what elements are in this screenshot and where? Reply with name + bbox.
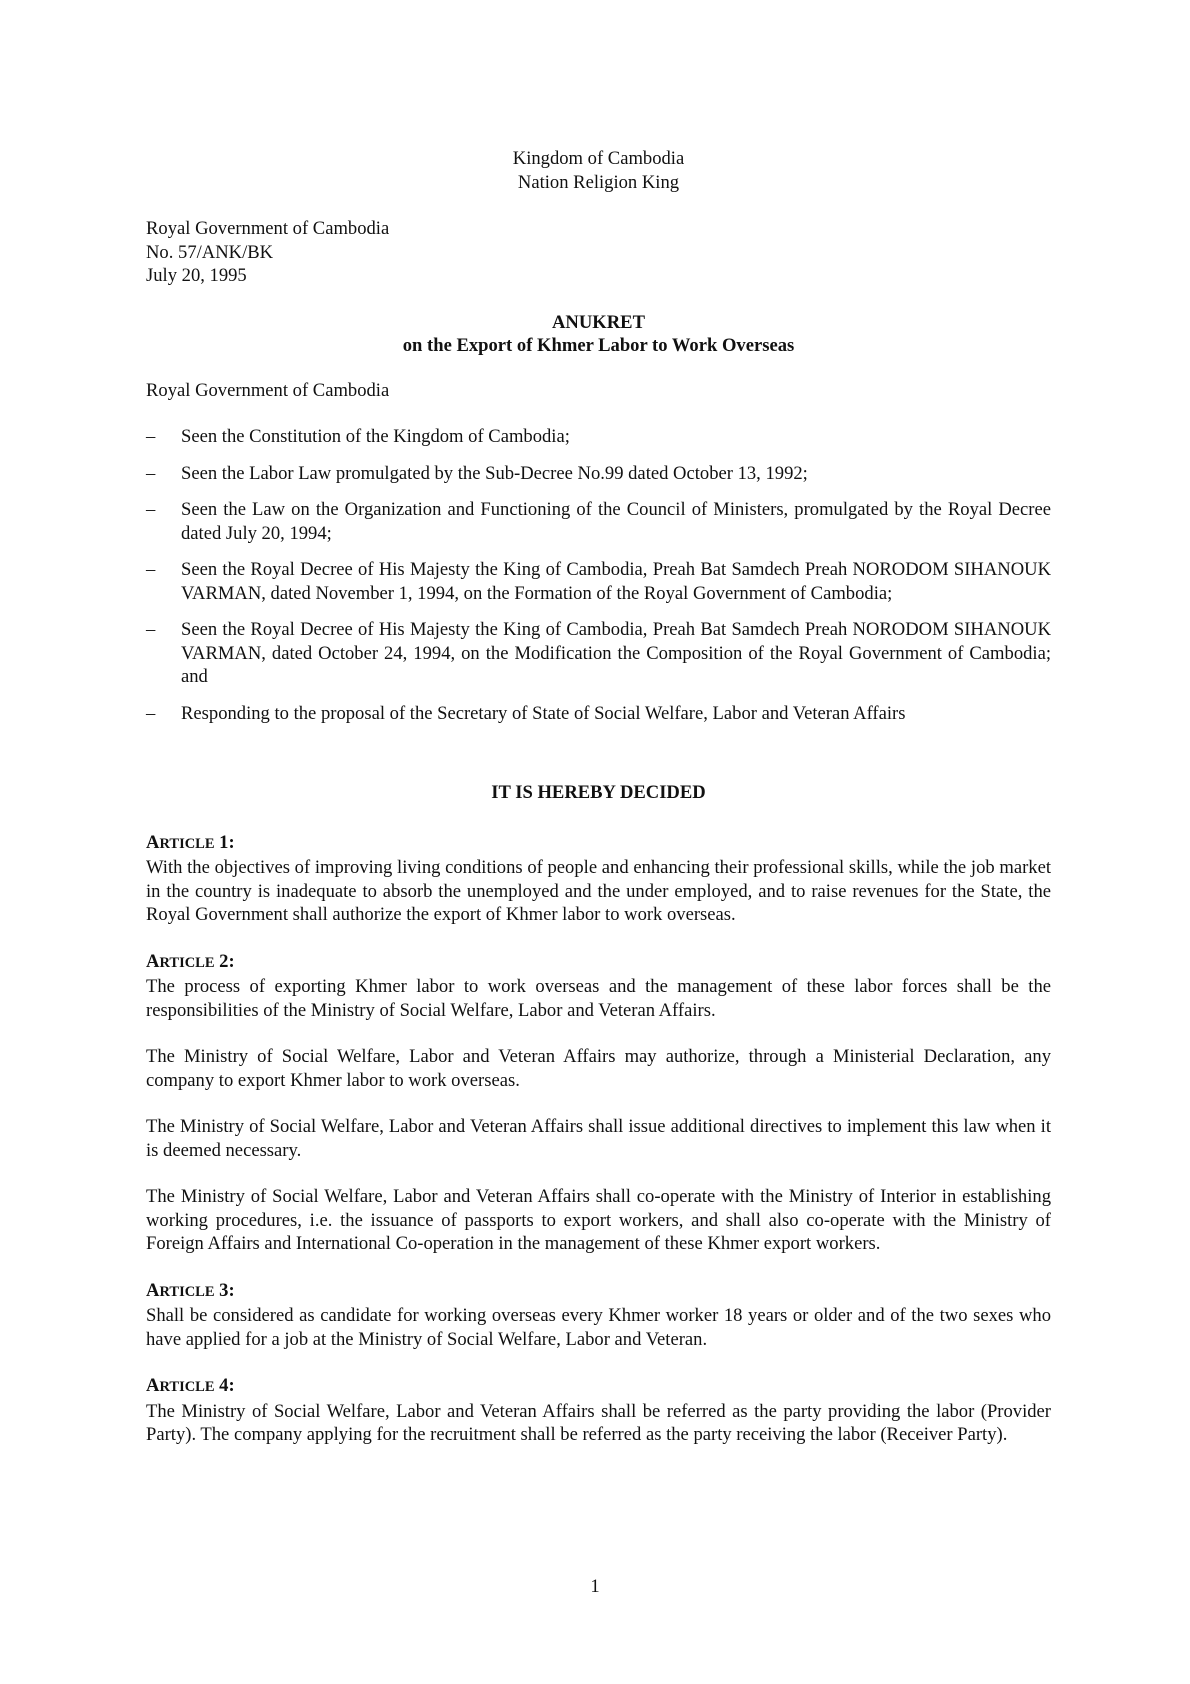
article-1-paragraph-1: With the objectives of improving living conditions of people and enhancing their professional skills, while the job market in the country is inadequate to absorb the unemployed and the under employed, and to raise revenues for the State, the Royal Government shall authorize the export of Khmer labor to work overseas. bbox=[146, 857, 1051, 925]
dash-bullet: – bbox=[146, 559, 156, 580]
article-4-paragraph-1: The Ministry of Social Welfare, Labor and Veteran Affairs shall be referred as the party providing the labor (Provider Party). The company applying for the recruitment shall be referred as the party receiving the labor (Receiver Party). bbox=[146, 1400, 1051, 1445]
article-2-paragraph-1: The process of exporting Khmer labor to work overseas and the management of these labor forces shall be the responsibilities of the Ministry of Social Welfare, Labor and Veteran Affairs. bbox=[146, 976, 1051, 1021]
article-2-paragraph-4: The Ministry of Social Welfare, Labor and Veteran Affairs shall co-operate with the Ministry of Interior in establishing working procedures, i.e. the issuance of passports to export workers, and shall also co-operate with the Ministry of Foreign Affairs and International Co-operation in the management of these Khmer export workers. bbox=[146, 1186, 1051, 1254]
article-heading-word: RTICLE bbox=[159, 954, 215, 971]
document-header bbox=[146, 147, 1051, 194]
decree-number: No. 57/ANK/BK bbox=[146, 241, 274, 263]
decision-heading: IT IS HEREBY DECIDED bbox=[491, 782, 706, 803]
dash-bullet: – bbox=[146, 426, 156, 447]
dash-bullet: – bbox=[146, 619, 156, 640]
list-item bbox=[146, 618, 1051, 689]
list-item bbox=[146, 498, 1051, 545]
article-3-paragraph-1: Shall be considered as candidate for working overseas every Khmer worker 18 years or older and of the two sexes who have applied for a job at the Ministry of Social Welfare, Labor and Veteran. bbox=[146, 1305, 1051, 1350]
dash-bullet: – bbox=[146, 702, 156, 724]
preamble-subject: Royal Government of Cambodia bbox=[146, 379, 390, 401]
article-heading-word: RTICLE bbox=[159, 1379, 215, 1395]
list-item-text: Seen the Royal Decree of His Majesty the King of Cambodia, Preah Bat Samdech Preah NORODOM SIHANOUK VARMAN, dated November 1, 1994, on the Formation of the Royal Government of Cambodia; bbox=[181, 559, 1051, 604]
list-item bbox=[146, 462, 1051, 486]
issuer-block bbox=[146, 217, 1051, 288]
title-line-1: ANUKRET bbox=[552, 311, 645, 333]
issuer-government: Royal Government of Cambodia bbox=[146, 218, 390, 239]
article-heading-number: 2: bbox=[214, 950, 235, 972]
document-title bbox=[146, 311, 1051, 358]
title-line-2: on the Export of Khmer Labor to Work Overseas bbox=[402, 335, 795, 356]
article-2-paragraph-2: The Ministry of Social Welfare, Labor and Veteran Affairs may authorize, through a Ministerial Declaration, any company to export Khmer labor to work overseas. bbox=[146, 1046, 1051, 1091]
article-2-paragraph-3: The Ministry of Social Welfare, Labor and Veteran Affairs shall issue additional directives to implement this law when it is deemed necessary. bbox=[146, 1116, 1051, 1161]
article-2-heading bbox=[146, 950, 1051, 976]
list-item bbox=[146, 425, 1051, 449]
list-item bbox=[146, 702, 1051, 726]
article-heading-initial: A bbox=[146, 950, 160, 972]
article-heading-word: RTICLE bbox=[159, 835, 215, 852]
document-page bbox=[146, 147, 1051, 1447]
article-3-heading bbox=[146, 1279, 1051, 1305]
preamble-list bbox=[146, 425, 1051, 725]
list-item-text: Seen the Labor Law promulgated by the Sub-Decree No.99 dated October 13, 1992; bbox=[181, 462, 808, 484]
list-item-text: Seen the Law on the Organization and Functioning of the Council of Ministers, promulgated by the Royal Decree dated July 20, 1994; bbox=[181, 499, 1051, 544]
article-heading-number: 1: bbox=[214, 831, 235, 853]
list-item-text: Responding to the proposal of the Secretary of State of Social Welfare, Labor and Veteran Affairs bbox=[181, 702, 906, 724]
article-heading-word: RTICLE bbox=[159, 1283, 215, 1300]
article-heading-initial: A bbox=[146, 1279, 160, 1301]
article-heading-initial: A bbox=[146, 831, 160, 853]
page-number: 1 bbox=[590, 1576, 600, 1597]
list-item bbox=[146, 558, 1051, 605]
article-heading-number: 4: bbox=[214, 1375, 235, 1396]
dash-bullet: – bbox=[146, 499, 156, 520]
list-item-text: Seen the Royal Decree of His Majesty the King of Cambodia, Preah Bat Samdech Preah NORODOM SIHANOUK VARMAN, dated October 24, 1994, on the Modification the Composition of the Royal Government of Cambodia; and bbox=[181, 619, 1051, 687]
decree-date: July 20, 1995 bbox=[146, 265, 247, 286]
national-motto: Nation Religion King bbox=[517, 171, 680, 193]
article-4-heading bbox=[146, 1374, 1051, 1400]
article-heading-initial: A bbox=[146, 1375, 160, 1396]
article-heading-number: 3: bbox=[214, 1279, 235, 1301]
article-1-heading bbox=[146, 831, 1051, 857]
kingdom-name: Kingdom of Cambodia bbox=[512, 148, 685, 169]
list-item-text: Seen the Constitution of the Kingdom of Cambodia; bbox=[181, 426, 570, 447]
dash-bullet: – bbox=[146, 462, 156, 484]
